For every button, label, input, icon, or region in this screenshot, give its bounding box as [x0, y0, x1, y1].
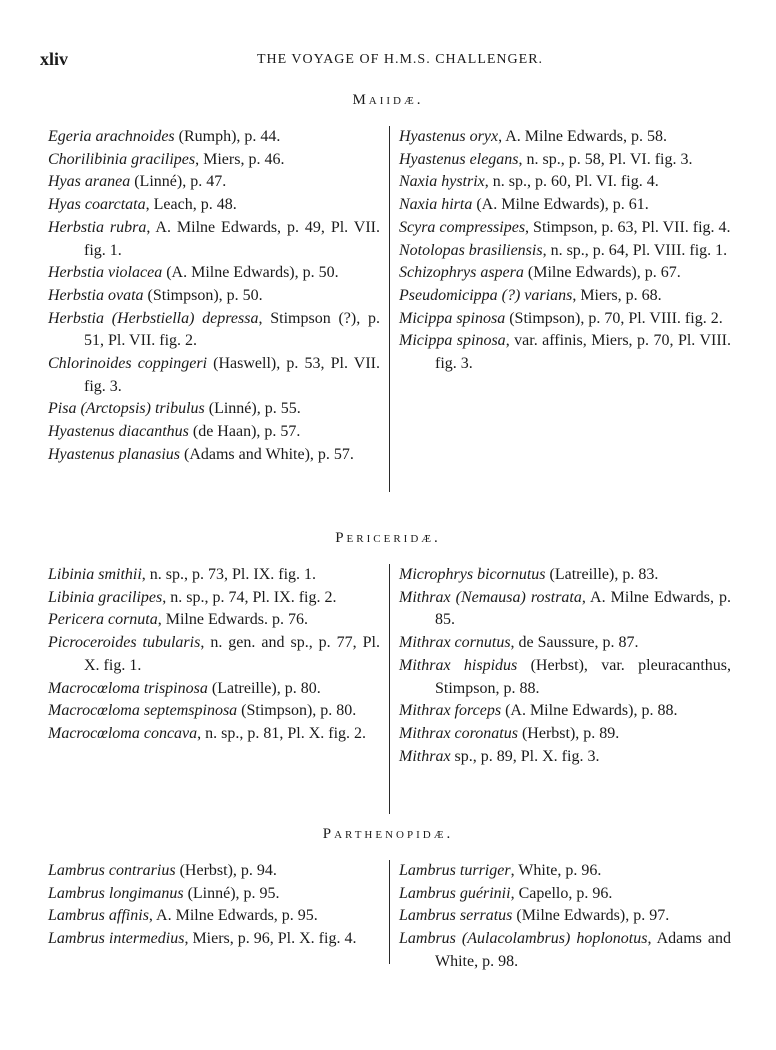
species-name: Picroceroides tubularis [48, 634, 201, 652]
species-entry [48, 587, 380, 610]
species-name: Macrocœloma trispinosa [48, 679, 208, 697]
family-heading-periceridae: Periceridæ. [335, 530, 441, 546]
species-name: Libinia gracilipes [48, 588, 163, 606]
species-reference: , n. sp., p. 64, Pl. VIII. fig. 1. [542, 241, 728, 259]
species-reference: (Linné), p. 47. [130, 173, 227, 191]
species-reference: , A. Milne Edwards, p. 85. [435, 588, 732, 629]
species-reference: (Herbst), var. pleuracanthus, Stimpson, p. 88. [435, 656, 732, 697]
species-entry [48, 285, 380, 308]
species-reference: (Rumph), p. 44. [174, 128, 281, 145]
species-reference: (Haswell), p. 53, Pl. VII. fig. 3. [84, 355, 380, 395]
species-reference: , n. gen. and sp., p. 77, Pl. X. fig. 1. [84, 634, 380, 674]
species-reference: , var. affinis, Miers, p. 70, Pl. VIII. fig. 3. [435, 332, 731, 373]
species-entry [399, 883, 731, 906]
species-name: Naxia hystrix [399, 173, 485, 191]
species-entry [48, 928, 380, 951]
species-name: Lambrus guérinii [399, 884, 511, 902]
species-name: Herbstia (Herbstiella) depressa [48, 309, 259, 327]
species-entry [48, 883, 380, 906]
species-reference: , Miers, p. 68. [572, 286, 662, 304]
species-entry [399, 171, 731, 194]
species-name: Hyas aranea [48, 173, 131, 191]
left-column [48, 126, 389, 492]
species-reference: (A. Milne Edwards), p. 61. [472, 196, 649, 214]
species-entry [399, 655, 731, 700]
species-entry [399, 928, 731, 973]
species-reference: (Stimpson), p. 50. [143, 286, 263, 304]
right-column [390, 126, 731, 492]
species-reference: (Herbst), p. 94. [175, 862, 277, 879]
species-reference: (A. Milne Edwards), p. 50. [162, 264, 339, 282]
species-reference: (de Haan), p. 57. [188, 423, 301, 441]
species-name: Pseudomicippa (?) varians [399, 286, 573, 304]
species-name: Lambrus intermedius [48, 930, 185, 948]
species-entry [48, 398, 380, 421]
species-entry [399, 217, 731, 240]
species-reference: (Adams and White), p. 57. [180, 445, 354, 463]
species-name: Mithrax cornutus [399, 634, 511, 652]
species-name: Micippa spinosa [399, 309, 506, 327]
species-reference: (Milne Edwards), p. 67. [523, 264, 681, 282]
species-entry [399, 330, 731, 375]
family-heading-maiidae: Maiidæ. [352, 92, 424, 108]
left-column [48, 860, 389, 974]
page-number: xliv [40, 49, 69, 69]
species-reference: , Miers, p. 46. [195, 150, 285, 168]
species-reference: , n. sp., p. 81, Pl. X. fig. 2. [197, 724, 367, 742]
species-name: Pisa (Arctopsis) tribulus [48, 400, 205, 418]
species-entry [48, 194, 380, 217]
species-reference: , Capello, p. 96. [510, 884, 613, 902]
right-column [390, 564, 731, 814]
species-entry [48, 149, 380, 172]
species-entry [48, 860, 380, 883]
species-reference: , n. sp., p. 60, Pl. VI. fig. 4. [484, 173, 659, 191]
species-reference: , Milne Edwards. p. 76. [157, 611, 308, 629]
species-entry [48, 308, 380, 353]
section-maiidae [48, 126, 738, 492]
species-reference: , Stimpson (?), p. 51, Pl. VII. fig. 2. [84, 309, 381, 350]
species-entry [399, 564, 731, 587]
species-name: Lambrus serratus [399, 907, 513, 925]
species-entry [48, 171, 380, 194]
species-reference: (Latreille), p. 83. [545, 566, 659, 583]
right-column [390, 860, 731, 974]
species-name: Schizophrys aspera [399, 264, 524, 282]
species-name: Mithrax coronatus [399, 724, 518, 742]
species-reference: , n. sp., p. 58, Pl. VI. fig. 3. [518, 150, 693, 168]
species-entry [399, 700, 731, 723]
species-entry [399, 723, 731, 746]
species-entry [399, 308, 731, 331]
species-entry [399, 860, 731, 883]
species-name: Macrocœloma septemspinosa [48, 702, 238, 720]
species-name: Pericera cornuta [48, 611, 158, 629]
section-periceridae [48, 564, 738, 814]
species-name: Naxia hirta [399, 196, 473, 214]
species-entry [48, 262, 380, 285]
species-name: Egeria arachnoides [48, 128, 175, 145]
species-reference: , A. Milne Edwards, p. 95. [148, 907, 318, 925]
species-entry [48, 444, 380, 467]
species-entry [399, 905, 731, 928]
species-reference: , de Saussure, p. 87. [510, 634, 639, 652]
species-reference: , n. sp., p. 73, Pl. IX. fig. 1. [141, 566, 317, 583]
species-entry [48, 678, 380, 701]
species-reference: , A. Milne Edwards, p. 49, Pl. VII. fig. 1. [84, 218, 381, 259]
left-column [48, 564, 389, 814]
species-name: Herbstia rubra [48, 218, 147, 236]
species-entry [399, 149, 731, 172]
species-entry [399, 126, 731, 149]
species-entry [399, 285, 731, 308]
species-name: Lambrus turriger [399, 862, 511, 879]
species-reference: , Miers, p. 96, Pl. X. fig. 4. [184, 930, 357, 948]
species-name: Lambrus (Aulacolambrus) hoplonotus [399, 930, 648, 948]
species-name: Notolopas brasiliensis [399, 241, 543, 259]
species-name: Herbstia ovata [48, 286, 144, 304]
species-reference: (Linné), p. 95. [183, 884, 280, 902]
species-entry [399, 240, 731, 263]
species-name: Libinia smithii [48, 566, 142, 583]
species-entry [48, 905, 380, 928]
running-title: THE VOYAGE OF H.M.S. CHALLENGER. [256, 52, 544, 67]
section-parthenopidae [48, 860, 738, 974]
family-heading-parthenopidae: Parthenopidæ. [322, 826, 454, 842]
species-name: Microphrys bicornutus [399, 566, 546, 583]
species-reference: , Adams and White, p. 98. [435, 930, 731, 970]
species-name: Chlorinoides coppingeri [48, 355, 208, 373]
species-entry [399, 632, 731, 655]
species-name: Lambrus longimanus [48, 884, 184, 902]
species-reference: (Herbst), p. 89. [517, 724, 620, 742]
species-reference: , A. Milne Edwards, p. 58. [498, 128, 667, 145]
page-header [40, 49, 740, 71]
species-reference: (Linné), p. 55. [204, 400, 301, 418]
species-name: Macrocœloma concava [48, 724, 198, 742]
species-entry [399, 262, 731, 285]
species-name: Mithrax hispidus [399, 656, 518, 674]
species-entry [48, 353, 380, 398]
species-name: Herbstia violacea [48, 264, 163, 282]
species-entry [399, 194, 731, 217]
species-name: Mithrax (Nemausa) rostrata [399, 588, 582, 606]
species-name: Hyastenus diacanthus [48, 423, 189, 441]
species-reference: (A. Milne Edwards), p. 88. [501, 702, 678, 720]
species-entry [48, 421, 380, 444]
species-name: Chorilibinia gracilipes [48, 150, 196, 168]
species-entry [48, 217, 380, 262]
species-name: Hyas coarctata [48, 196, 146, 214]
species-name: Micippa spinosa [399, 332, 506, 350]
species-entry [48, 700, 380, 723]
species-name: Mithrax [399, 747, 451, 765]
species-reference: (Latreille), p. 80. [207, 679, 321, 697]
species-entry [48, 126, 380, 149]
species-reference: , White, p. 96. [510, 862, 602, 879]
species-entry [48, 609, 380, 632]
species-name: Scyra compressipes [399, 218, 526, 236]
species-reference: (Stimpson), p. 80. [237, 702, 357, 720]
species-entry [399, 587, 731, 632]
species-entry [48, 632, 380, 677]
species-entry [399, 746, 731, 769]
species-reference: , n. sp., p. 74, Pl. IX. fig. 2. [162, 588, 337, 606]
species-reference: , Stimpson, p. 63, Pl. VII. fig. 4. [525, 218, 731, 236]
species-reference: , Leach, p. 48. [145, 196, 237, 214]
species-name: Hyastenus elegans [399, 150, 519, 168]
species-name: Hyastenus oryx [399, 128, 499, 145]
species-reference: (Milne Edwards), p. 97. [512, 907, 670, 925]
species-entry [48, 564, 380, 587]
species-reference: (Stimpson), p. 70, Pl. VIII. fig. 2. [505, 309, 723, 327]
species-reference: sp., p. 89, Pl. X. fig. 3. [450, 747, 600, 765]
species-entry [48, 723, 380, 746]
species-name: Lambrus affinis [48, 907, 149, 925]
species-name: Hyastenus planasius [48, 445, 180, 463]
species-name: Mithrax forceps [399, 702, 502, 720]
species-name: Lambrus contrarius [48, 862, 176, 879]
